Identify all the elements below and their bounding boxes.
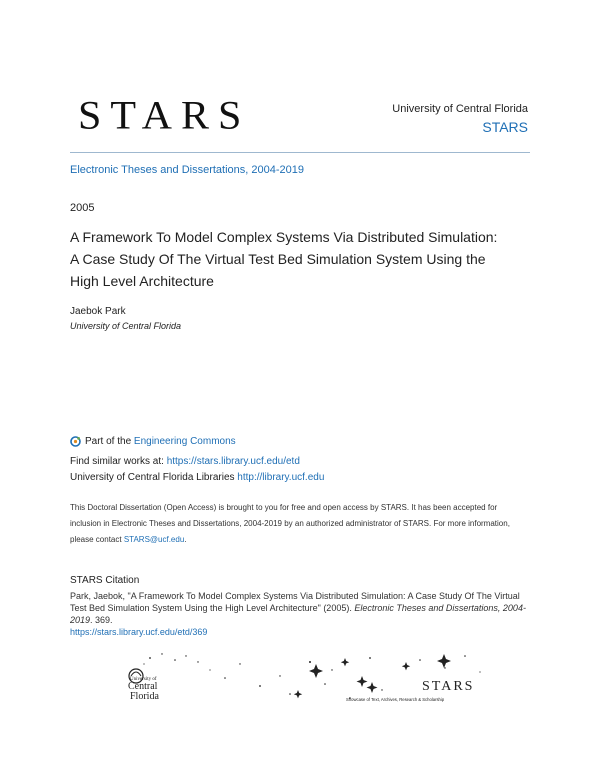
citation-text: Park, Jaebok, "A Framework To Model Complex Systems Via Distributed Simulation: A Case Study Of The Virtual Test Bed Simulation System Using the High Level Architecture" (2005). [70, 591, 520, 613]
author-affiliation: University of Central Florida [70, 321, 182, 331]
commons-line [70, 436, 236, 447]
citation-url-link[interactable]: https://stars.library.ucf.edu/etd/369 [70, 627, 208, 637]
footer-stars-wordmark: STARS [422, 679, 475, 694]
citation-number: . 369. [90, 615, 113, 625]
libraries-link[interactable]: http://library.ucf.edu [237, 472, 325, 483]
publication-year: 2005 [70, 202, 95, 214]
contact-email-link[interactable]: STARS@ucf.edu [123, 535, 185, 544]
institution-name: University of Central Florida [392, 103, 528, 115]
footer-stars-tagline: Showcase of Text, Archives, Research & Scholarship [346, 697, 445, 702]
engineering-commons-link[interactable]: Engineering Commons [133, 436, 236, 447]
document-title: A Framework To Model Complex Systems Via Distributed Simulation: A Case Study Of The Virtual Test Bed Simulation System Using the High Level Architecture [70, 229, 498, 289]
commons-network-icon [70, 436, 81, 447]
footer-banner [120, 650, 500, 710]
similar-prefix: Find similar works at: [70, 456, 164, 467]
similar-works-link[interactable]: https://stars.library.ucf.edu/etd [166, 456, 300, 467]
libraries-line [70, 472, 324, 483]
access-notice [70, 500, 530, 548]
stars-logo: STARS [78, 94, 251, 138]
citation-body [70, 590, 530, 638]
ucf-line-1: University of [130, 677, 157, 682]
institution-block [392, 103, 528, 135]
stars-link[interactable]: STARS [482, 119, 528, 135]
header-divider [70, 152, 530, 153]
author-name: Jaebok Park [70, 306, 126, 317]
collection-link[interactable]: Electronic Theses and Dissertations, 2004-2019 [70, 164, 304, 176]
similar-works-line [70, 456, 300, 467]
citation-series: Electronic Theses and Dissertations, 2004-2019 [70, 603, 526, 625]
ucf-line-3: Florida [130, 691, 159, 702]
libraries-prefix: University of Central Florida Libraries [70, 472, 235, 483]
part-of-prefix: Part of the [85, 436, 132, 447]
notice-end: . [184, 535, 187, 544]
notice-text: This Doctoral Dissertation (Open Access) is brought to you for free and open access by STARS. It has been accepted for inclusion in Electronic Theses and Dissertations, 2004-2019 by an authorized administrator of STARS. For more information, please contact [70, 503, 510, 544]
ucf-line-2: Central [128, 681, 158, 692]
citation-heading: STARS Citation [70, 575, 140, 586]
